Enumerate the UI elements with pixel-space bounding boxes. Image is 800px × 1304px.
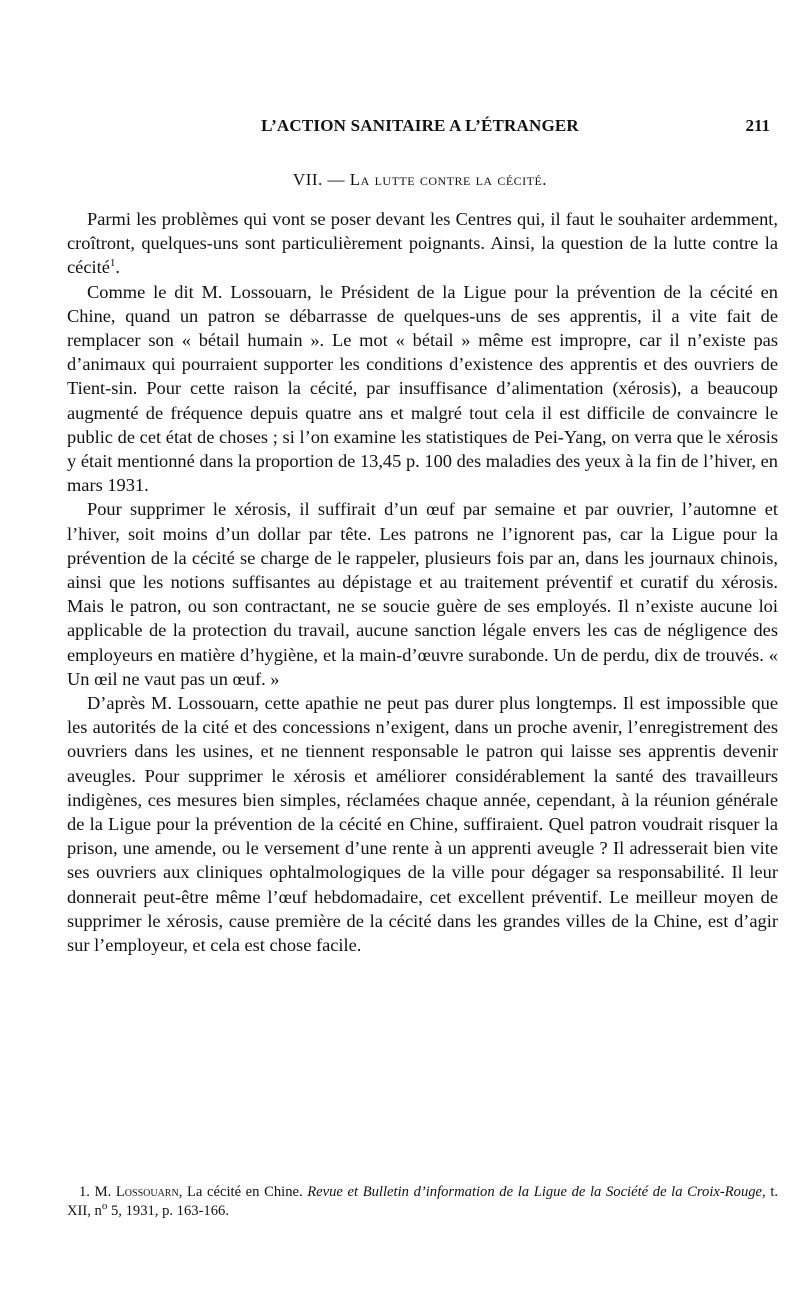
running-head: [70, 116, 770, 140]
section-title: La lutte contre la cécité.: [349, 170, 548, 189]
section-numeral: VII.: [292, 170, 323, 189]
paragraph-1: [67, 207, 778, 280]
running-title: L’ACTION SANITAIRE A L’ÉTRANGER: [261, 116, 579, 135]
paragraph-1-end: .: [115, 257, 120, 278]
footnote-tail: 5, 1931, p. 163-166.: [107, 1203, 229, 1219]
footnote-reference: 1: [109, 257, 116, 270]
footnote-number-sup: o: [101, 1200, 108, 1213]
footnote: [67, 1183, 778, 1221]
body-text: [67, 207, 778, 957]
footnote-author: M. Lossouarn: [94, 1184, 179, 1200]
section-dash: —: [322, 170, 350, 189]
paragraph-2: Comme le dit M. Lossouarn, le Président de la Ligue pour la prévention de la cécité en Chine, quand un patron se débarrasse de quelques-uns de ses apprentis, il a vite fait de remplacer son « bétail humain ». Le mot « bétail » même est impropre, car il n’existe pas d’animaux qui pourraient supporter les conditions d’existence des apprentis et des ouvriers de Tient-sin. Pour cette raison la cécité, par insuffisance d’alimentation (xérosis), a beaucoup augmenté de fréquence depuis quatre ans et malgré tout cela il est difficile de convaincre le public de cet état de choses ; si l’on examine les statistiques de Pei-Yang, on verra que le xérosis y était mentionné dans la proportion de 13,45 p. 100 des maladies des yeux à la fin de l’hiver, en mars 1931.: [67, 281, 778, 496]
footnote-title: , La cécité en Chine.: [178, 1184, 308, 1200]
paragraph-3: Pour supprimer le xérosis, il suffirait d’un œuf par semaine et par ouvrier, l’automne et l’hiver, soit moins d’un dollar par tête. Les patrons ne l’ignorent pas, car la Ligue pour la prévention de la cécité se charge de le rappeler, plusieurs fois par an, dans les journaux chinois, ainsi que les notions suffisantes au dépistage et au traitement préventif et curatif du xérosis. Mais le patron, ou son contractant, ne se soucie guère de ses employés. Il n’existe aucune loi applicable de la protection du travail, aucune sanction légale envers les cas de négligence des employeurs en matière d’hygiène, et la main-d’œuvre surabonde. Un de perdu, dix de trouvés. « Un œil ne vaut pas un œuf. »: [67, 499, 778, 689]
footnote-details: , t. XII, n: [67, 1184, 779, 1219]
page-number: 211: [745, 116, 770, 135]
footnote-journal: Revue et Bulletin d’information de la Ligue de la Société de la Croix-Rouge: [307, 1184, 763, 1200]
section-heading: [70, 170, 770, 190]
footnote-1: [67, 1183, 778, 1221]
paragraph-4: D’après M. Lossouarn, cette apathie ne peut pas durer plus longtemps. Il est impossible que les autorités de la cité et des concessions n’exigent, dans un proche avenir, l’enregistrement des ouvriers dans les usines, et ne tiennent responsable le patron qui laisse ses apprentis devenir aveugles. Pour supprimer le xérosis et améliorer considérablement la santé des travailleurs indigènes, ces mesures bien simples, réclamées chaque année, cependant, à la réunion générale de la Ligue pour la prévention de la cécité en Chine, suffiraient. Quel patron voudrait risquer la prison, une amende, ou le versement d’une rente à un apprenti aveugle ? Il adresserait bien vite ses ouvriers aux cliniques ophtalmologiques de la ville pour dégager sa responsabilité. Il leur donnerait peut-être même l’œuf hebdomadaire, cet excellent préventif. Le meilleur moyen de supprimer le xérosis, cause première de la cécité dans les grandes villes de la Chine, est d’agir sur l’employeur, et cela est chose facile.: [67, 693, 778, 956]
footnote-number: 1.: [79, 1184, 90, 1200]
paragraph-1-text: Parmi les problèmes qui vont se poser devant les Centres qui, il faut le souhaiter ardemment, croîtront, quelques-uns sont particulièrement poignants. Ainsi, la question de la lutte contre la cécité: [67, 209, 778, 278]
